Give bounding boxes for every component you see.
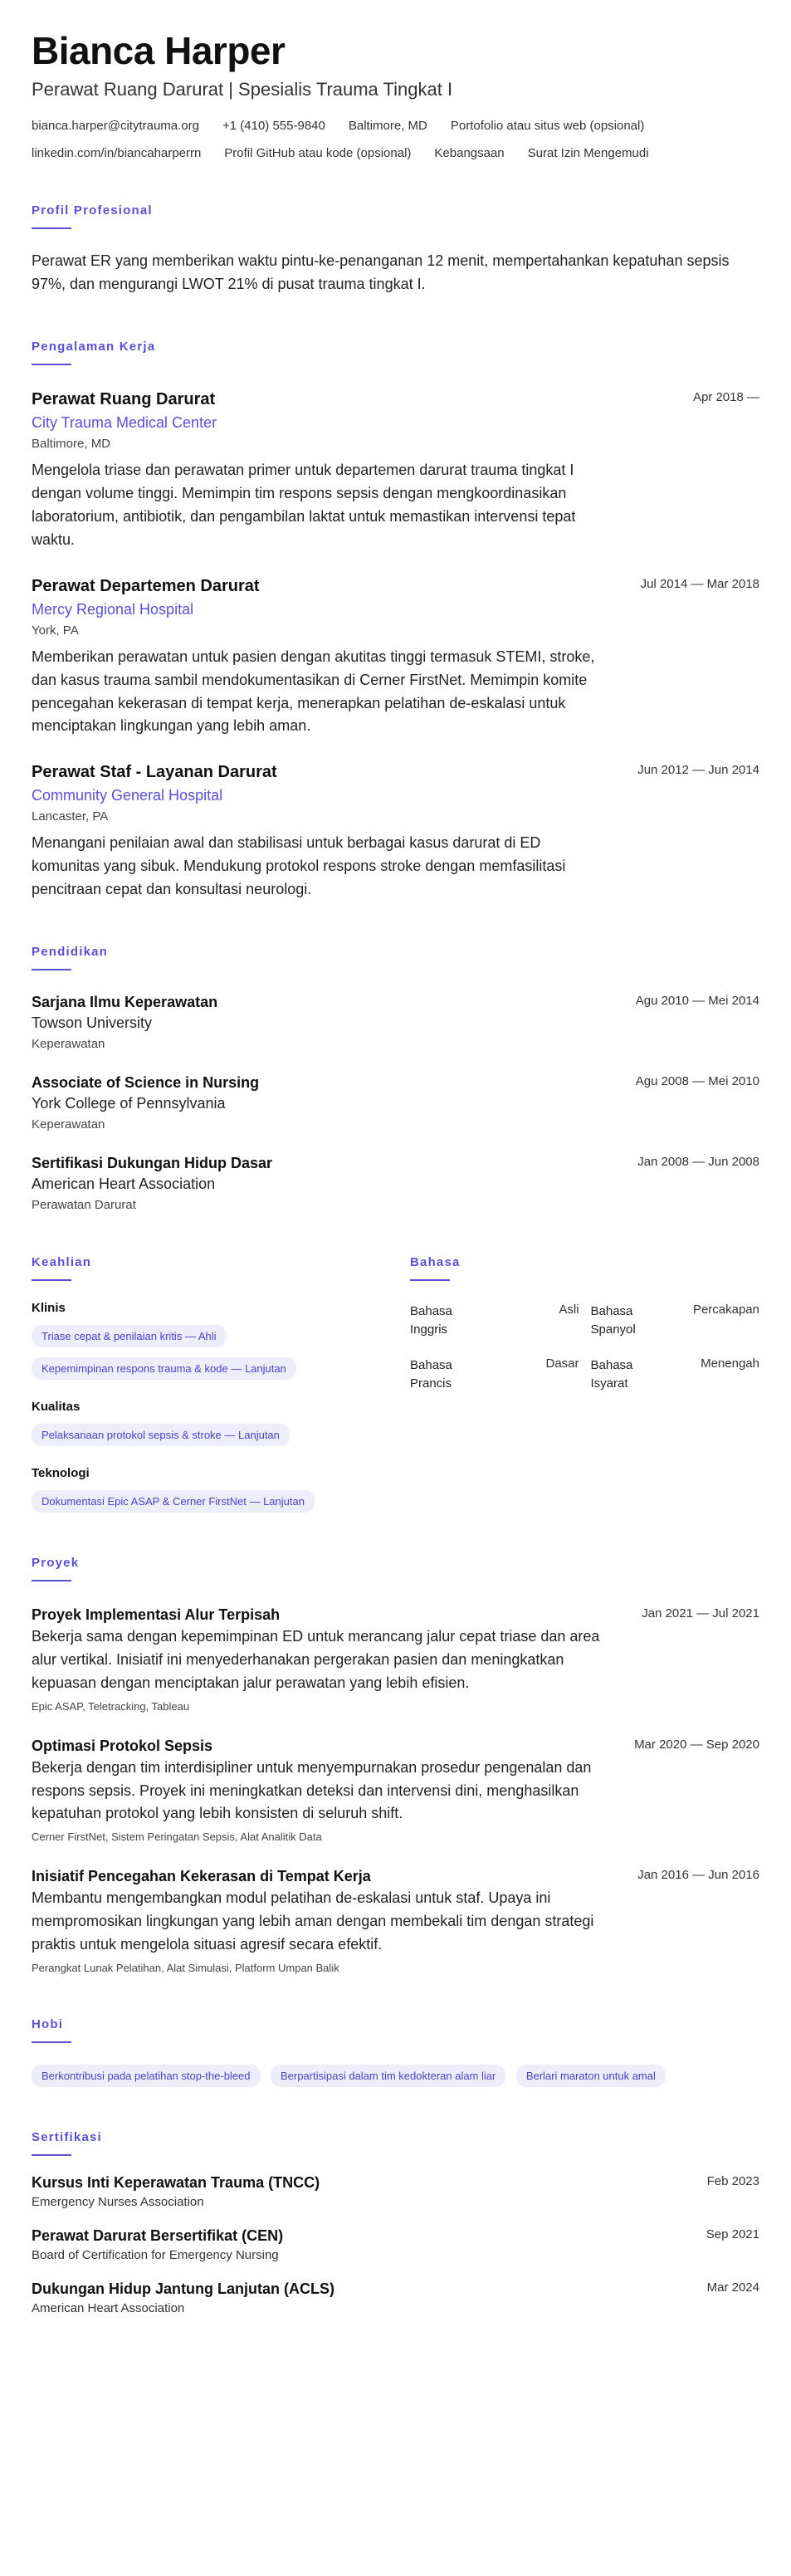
education-date: Agu 2008 — Mei 2010: [635, 1073, 759, 1088]
hobby-pill: Berpartisipasi dalam tim kedokteran alam liar: [271, 2065, 505, 2087]
certification-item: [32, 2280, 759, 2315]
skill-pill: Kepemimpinan respons trauma & kode — Lanjutan: [32, 1357, 296, 1380]
education-item: [32, 1074, 759, 1132]
job-location: Baltimore, MD: [32, 437, 111, 452]
summary-section: [32, 203, 759, 297]
section-title: Pengalaman Kerja: [32, 340, 156, 354]
language-name: Bahasa Inggris: [410, 1303, 452, 1337]
contact-info: [32, 119, 759, 160]
section-title: Keahlian: [32, 1254, 92, 1269]
employer-name: Community General Hospital: [32, 787, 223, 804]
hobby-pill: Berkontribusi pada pelatihan stop-the-bleed: [32, 2065, 261, 2087]
languages-section: [410, 1255, 759, 1513]
section-divider: [32, 2154, 71, 2156]
summary-text: Perawat ER yang memberikan waktu pintu-ke-penanganan 12 menit, mempertahankan kepatuhan sepsis 97%, dan mengurangi LWOT 21% di pusat trauma tingkat I.: [32, 252, 730, 293]
project-description: Bekerja sama dengan kepemimpinan ED untuk merancang jalur cepat triase dan area alur vertikal. Inisiatif ini menyederhanakan pergerakan pasien dan meningkatkan kepuasan dengan menciptakan jalur perawatan yang lebih efisien.: [32, 1627, 600, 1691]
project-item: [32, 1738, 759, 1844]
section-title: Profil Profesional: [32, 203, 153, 218]
experience-item: [32, 390, 759, 552]
study-field: Keperawatan: [32, 1117, 105, 1132]
contact-portfolio[interactable]: Portofolio atau situs web (opsional): [450, 118, 645, 133]
contact-github[interactable]: Profil GitHub atau kode (opsional): [224, 145, 412, 160]
certifications-section: [32, 2130, 759, 2315]
experience-item: [32, 763, 759, 902]
project-date: Mar 2020 — Sep 2020: [634, 1737, 759, 1752]
candidate-title: Perawat Ruang Darurat | Spesialis Trauma Tingkat I: [32, 78, 453, 100]
employer-name: City Trauma Medical Center: [32, 414, 217, 432]
certification-name: Dukungan Hidup Jantung Lanjutan (ACLS): [32, 2280, 334, 2297]
contact-location: Baltimore, MD: [348, 118, 427, 133]
section-divider: [410, 1279, 450, 1281]
skill-group-title: Kualitas: [32, 1399, 81, 1414]
certification-name: Perawat Darurat Bersertifikat (CEN): [32, 2227, 284, 2244]
skill-pill: Dokumentasi Epic ASAP & Cerner FirstNet — Lanjutan: [32, 1490, 315, 1513]
project-name: Inisiatif Pencegahan Kekerasan di Tempat Kerja: [32, 1868, 371, 1885]
projects-section: [32, 1556, 759, 1974]
language-item: [591, 1303, 760, 1339]
language-level: Percakapan: [692, 1302, 759, 1317]
skills-section: [32, 1255, 410, 1513]
section-title: Bahasa: [410, 1254, 461, 1269]
language-name: Bahasa Isyarat: [590, 1358, 633, 1391]
section-title: Proyek: [32, 1555, 80, 1570]
contact-driving-license: Surat Izin Mengemudi: [527, 145, 649, 160]
skill-pill: Triase cepat & penilaian kritis — Ahli: [32, 1325, 227, 1347]
hobby-list: [32, 2055, 759, 2087]
job-description: Menangani penilaian awal dan stabilisasi untuk berbagai kasus darurat di ED komunitas yang sibuk. Mendukung protokol respons stroke dengan memfasilitasi pencitraan cepat dan konsultasi neurologi.: [32, 834, 566, 898]
language-name: Bahasa Spanyol: [590, 1303, 636, 1337]
project-tools: Cerner FirstNet, Sistem Peringatan Sepsis, Alat Analitik Data: [32, 1831, 322, 1844]
job-description: Mengelola triase dan perawatan primer untuk departemen darurat trauma tingkat I dengan volume tinggi. Memimpin tim respons sepsis dengan mengkoordinasikan laboratorium, antibiotik, dan pengambilan laktat untuk memastikan intervensi tepat waktu.: [32, 462, 576, 548]
language-level: Menengah: [701, 1356, 759, 1371]
project-name: Optimasi Protokol Sepsis: [32, 1737, 213, 1754]
hobbies-section: [32, 2017, 759, 2087]
project-date: Jan 2021 — Jul 2021: [642, 1606, 759, 1620]
language-item: [410, 1303, 579, 1339]
education-item: [32, 994, 759, 1051]
study-field: Keperawatan: [32, 1036, 105, 1051]
school-name: Towson University: [32, 1014, 153, 1031]
project-item: [32, 1868, 759, 1974]
skill-pill-list: [32, 1315, 410, 1380]
project-tools: Epic ASAP, Teletracking, Tableau: [32, 1699, 190, 1713]
section-title: Pendidikan: [32, 944, 109, 959]
education-date: Jan 2008 — Jun 2008: [637, 1154, 759, 1169]
certification-name: Kursus Inti Keperawatan Trauma (TNCC): [32, 2174, 320, 2191]
education-date: Agu 2010 — Mei 2014: [635, 993, 759, 1008]
language-item: [410, 1356, 579, 1393]
contact-linkedin[interactable]: linkedin.com/in/biancaharperrn: [32, 145, 202, 160]
project-tools: Perangkat Lunak Pelatihan, Alat Simulasi, Platform Umpan Balik: [32, 1962, 339, 1974]
job-title: Perawat Ruang Darurat: [32, 390, 216, 409]
contact-phone[interactable]: +1 (410) 555-9840: [222, 118, 325, 133]
experience-section: [32, 340, 759, 902]
employer-name: Mercy Regional Hospital: [32, 600, 194, 618]
education-section: [32, 945, 759, 1212]
degree-name: Sertifikasi Dukungan Hidup Dasar: [32, 1154, 273, 1171]
school-name: American Heart Association: [32, 1175, 216, 1192]
certification-issuer: Board of Certification for Emergency Nursing: [32, 2248, 279, 2262]
certification-issuer: Emergency Nurses Association: [32, 2195, 204, 2209]
hobby-pill: Berlari maraton untuk amal: [516, 2065, 666, 2087]
job-date: Jun 2012 — Jun 2014: [637, 763, 759, 778]
job-location: York, PA: [32, 623, 79, 638]
skill-pill: Pelaksanaan protokol sepsis & stroke — Lanjutan: [32, 1424, 290, 1446]
school-name: York College of Pennsylvania: [32, 1094, 226, 1112]
section-divider: [32, 1580, 71, 1581]
job-title: Perawat Staf - Layanan Darurat: [32, 763, 277, 782]
job-location: Lancaster, PA: [32, 809, 109, 824]
section-title: Sertifikasi: [32, 2130, 102, 2144]
experience-item: [32, 577, 759, 739]
language-item: [591, 1356, 760, 1393]
project-description: Membantu mengembangkan modul pelatihan de-eskalasi untuk staf. Upaya ini mempromosikan lingkungan yang lebih aman dengan membekali tim dengan strategi praktis untuk mengelola situasi agresif secara efektif.: [32, 1889, 594, 1953]
language-list: [410, 1303, 759, 1393]
job-date: Jul 2014 — Mar 2018: [640, 576, 759, 591]
resume-header: [32, 30, 759, 160]
language-name: Bahasa Prancis: [410, 1358, 452, 1391]
section-divider: [32, 1279, 71, 1281]
section-divider: [32, 227, 71, 229]
certification-date: Mar 2024: [706, 2280, 759, 2295]
project-date: Jan 2016 — Jun 2016: [637, 1868, 759, 1883]
certification-item: [32, 2174, 759, 2209]
certification-item: [32, 2227, 759, 2262]
skill-pill-list: [32, 1480, 410, 1513]
job-date: Apr 2018 —: [692, 390, 759, 405]
skill-group-title: Teknologi: [32, 1465, 90, 1480]
degree-name: Sarjana Ilmu Keperawatan: [32, 993, 218, 1010]
certification-issuer: American Heart Association: [32, 2301, 185, 2315]
project-description: Bekerja dengan tim interdisipliner untuk menyempurnakan prosedur pengenalan dan respons sepsis. Proyek ini meningkatkan deteksi dan intervensi dini, menghasilkan kepatuhan protokol yang lebih konsisten di seluruh shift.: [32, 1758, 592, 1822]
candidate-name: Bianca Harper: [32, 29, 286, 72]
job-title: Perawat Departemen Darurat: [32, 576, 260, 595]
skill-pill-list: [32, 1414, 410, 1446]
project-name: Proyek Implementasi Alur Terpisah: [32, 1606, 281, 1623]
contact-nationality: Kebangsaan: [434, 145, 505, 160]
contact-email[interactable]: bianca.harper@citytrauma.org: [32, 118, 199, 133]
certification-date: Sep 2021: [706, 2227, 759, 2241]
project-item: [32, 1606, 759, 1713]
section-divider: [32, 969, 71, 970]
skill-group-title: Klinis: [32, 1300, 66, 1315]
language-level: Dasar: [545, 1356, 579, 1371]
degree-name: Associate of Science in Nursing: [32, 1073, 260, 1091]
section-title: Hobi: [32, 2017, 64, 2031]
skills-languages-row: [32, 1255, 759, 1513]
job-description: Memberikan perawatan untuk pasien dengan akutitas tinggi termasuk STEMI, stroke, dan kasus trauma sambil mendokumentasikan di Cerner FirstNet. Memimpin komite pencegahan kekerasan di tempat kerja, menerapkan pelatihan de-eskalasi untuk menciptakan lingkungan yang lebih aman.: [32, 648, 595, 735]
language-level: Asli: [559, 1302, 579, 1317]
certification-date: Feb 2023: [706, 2174, 759, 2188]
education-item: [32, 1155, 759, 1212]
section-divider: [32, 364, 71, 365]
section-divider: [32, 2041, 71, 2043]
study-field: Perawatan Darurat: [32, 1197, 136, 1212]
